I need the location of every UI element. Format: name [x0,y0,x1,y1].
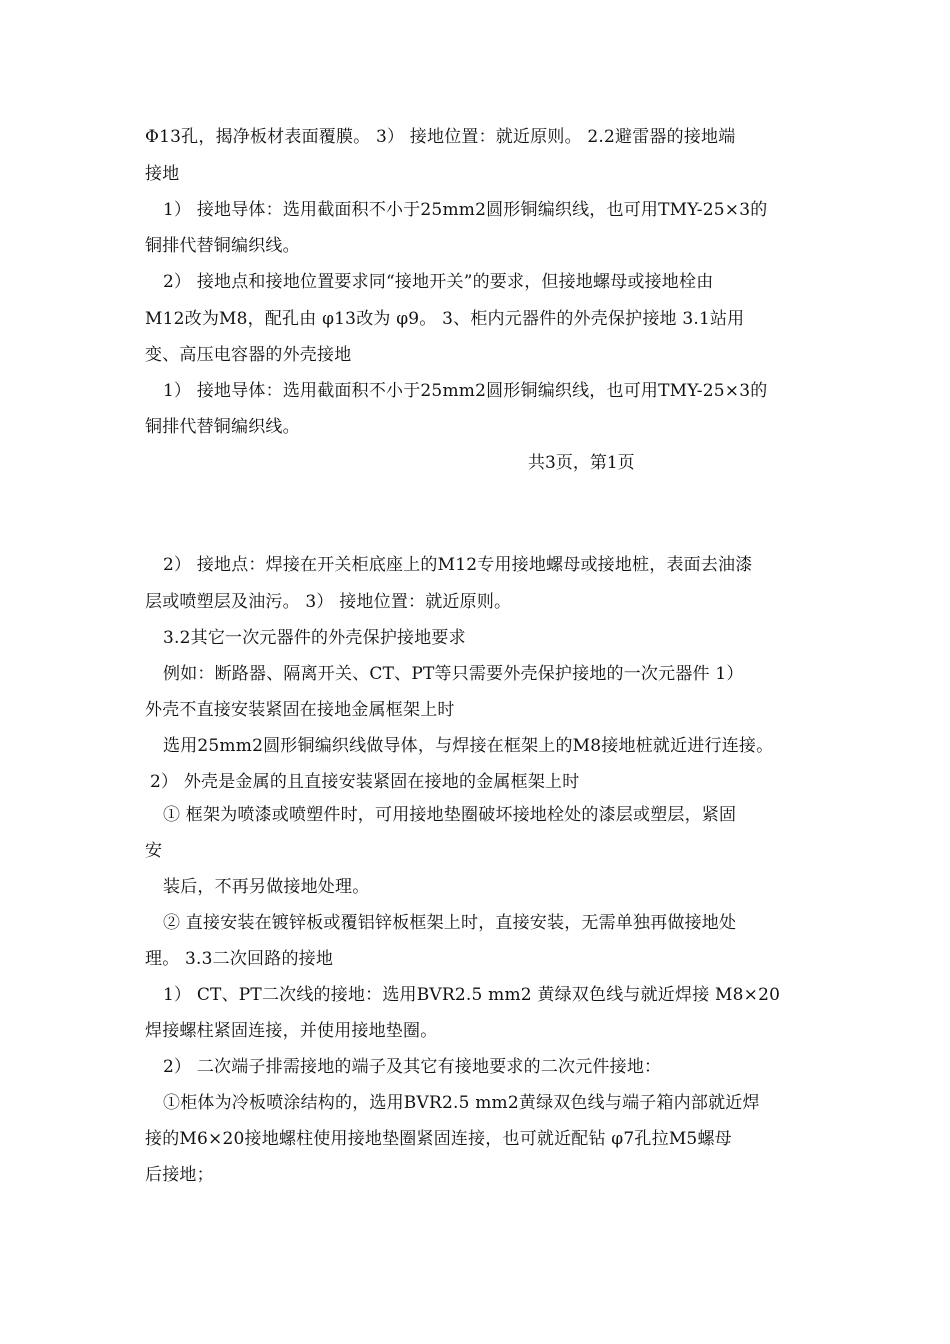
text-line: 1） 接地导体：选用截面积不小于25mm2圆形铜编织线，也可用TMY-25×3的 [163,200,768,220]
text-line: 后接地； [145,1165,214,1185]
text-line: 2） 接地点：焊接在开关柜底座上的M12专用接地螺母或接地桩，表面去油漆 [163,555,753,575]
text-line: 外壳不直接安装紧固在接地金属框架上时 [145,700,455,720]
text-line: 理。 3.3二次回路的接地 [145,949,334,969]
text-line: 层或喷塑层及油污。 3） 接地位置：就近原则。 [145,592,512,612]
text-line: 2） 外壳是金属的且直接安装紧固在接地的金属框架上时 [150,772,580,792]
text-line: 2） 二次端子排需接地的端子及其它有接地要求的二次元件接地： [163,1057,662,1077]
text-line: 变、高压电容器的外壳接地 [145,345,352,365]
text-line: 装后，不再另做接地处理。 [163,877,370,897]
text-line: 接地 [145,164,180,184]
text-line: 3.2其它一次元器件的外壳保护接地要求 [163,628,466,648]
text-line: 例如：断路器、隔离开关、CT、PT等只需要外壳保护接地的一次元器件 1） [163,664,744,684]
text-line: ② 直接安装在镀锌板或覆铝锌板框架上时，直接安装，无需单独再做接地处 [163,913,737,933]
text-line: 铜排代替铜编织线。 [145,417,300,437]
text-line: ① 框架为喷漆或喷塑件时，可用接地垫圈破坏接地栓处的漆层或塑层，紧固 [163,805,737,825]
page-footer: 共3页，第1页 [528,453,635,473]
text-line: M12改为M8，配孔由 φ13改为 φ9。 3、柜内元器件的外壳保护接地 3.1站用 [145,309,745,329]
text-line: 接的M6×20接地螺柱使用接地垫圈紧固连接，也可就近配钻 φ7孔拉M5螺母 [145,1129,732,1149]
text-line: 铜排代替铜编织线。 [145,236,300,256]
text-line: 安 [145,841,163,861]
text-line: 2） 接地点和接地位置要求同“接地开关”的要求，但接地螺母或接地栓由 [163,272,714,292]
text-line: 1） 接地导体：选用截面积不小于25mm2圆形铜编织线，也可用TMY-25×3的 [163,381,768,401]
text-line: 选用25mm2圆形铜编织线做导体，与焊接在框架上的M8接地桩就近进行连接。 [163,736,774,756]
text-line: ①柜体为冷板喷涂结构的，选用BVR2.5 mm2黄绿双色线与端子箱内部就近焊 [163,1093,760,1113]
text-line: 焊接螺柱紧固连接，并使用接地垫圈。 [145,1021,438,1041]
text-line: Φ13孔，揭净板材表面覆膜。 3） 接地位置：就近原则。 2.2避雷器的接地端 [145,127,736,147]
text-line: 1） CT、PT二次线的接地：选用BVR2.5 mm2 黄绿双色线与就近焊接 M8×20 [163,985,781,1005]
